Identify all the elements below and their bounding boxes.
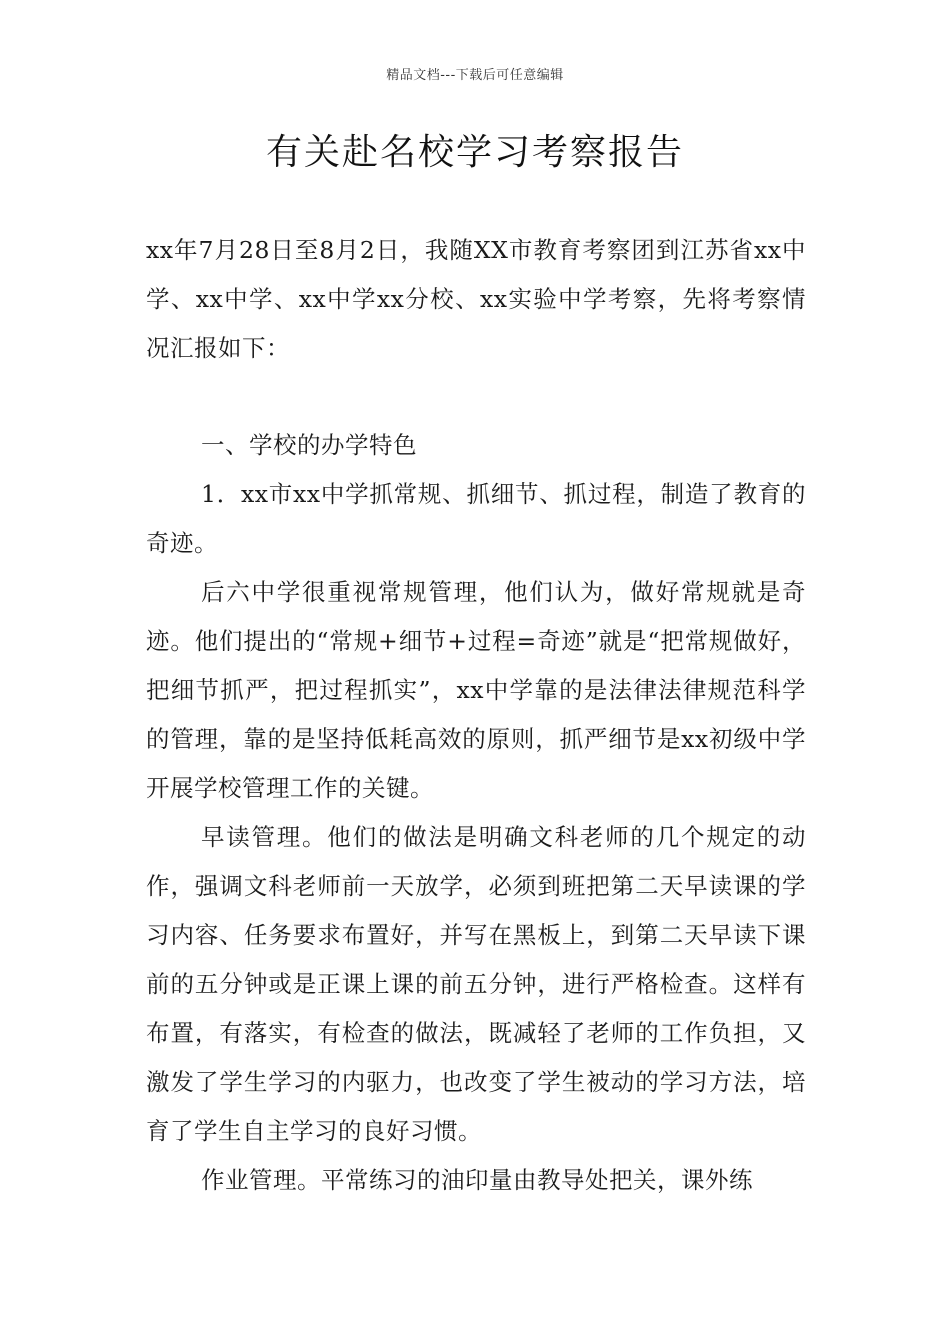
document-body (146, 421, 806, 1205)
paragraph-routine-management: 后六中学很重视常规管理，他们认为，做好常规就是奇迹。他们提出的“常规+细节+过程=奇迹”就是“把常规做好，把细节抓严，把过程抓实”，xx中学靠的是法律法律规范科学的管理，靠的是坚持低耗高效的原则，抓严细节是xx初级中学开展学校管理工作的关键。 (146, 578, 806, 802)
page-header: 精品文档---下载后可任意编辑 (386, 68, 564, 83)
intro-block (146, 226, 806, 373)
paragraph-morning-reading: 早读管理。他们的做法是明确文科老师的几个规定的动作，强调文科老师前一天放学，必须到班把第二天早读课的学习内容、任务要求布置好，并写在黑板上，到第二天早读下课前的五分钟或是正课上课的前五分钟，进行严格检查。这样有布置，有落实，有检查的做法，既减轻了老师的工作负担，又激发了学生学习的内驱力，也改变了学生被动的学习方法，培育了学生自主学习的良好习惯。 (146, 823, 806, 1145)
list-item-1: 1．xx市xx中学抓常规、抓细节、抓过程，制造了教育的奇迹。 (146, 480, 806, 557)
document-title: 有关赴名校学习考察报告 (265, 132, 684, 173)
intro-paragraph: xx年7月28日至8月2日，我随XX市教育考察团到江苏省xx中学、xx中学、xx中学xx分校、xx实验中学考察，先将考察情况汇报如下： (146, 236, 806, 362)
section-heading: 一、学校的办学特色 (201, 431, 417, 459)
paragraph-homework: 作业管理。平常练习的油印量由教导处把关，课外练 (201, 1166, 753, 1194)
